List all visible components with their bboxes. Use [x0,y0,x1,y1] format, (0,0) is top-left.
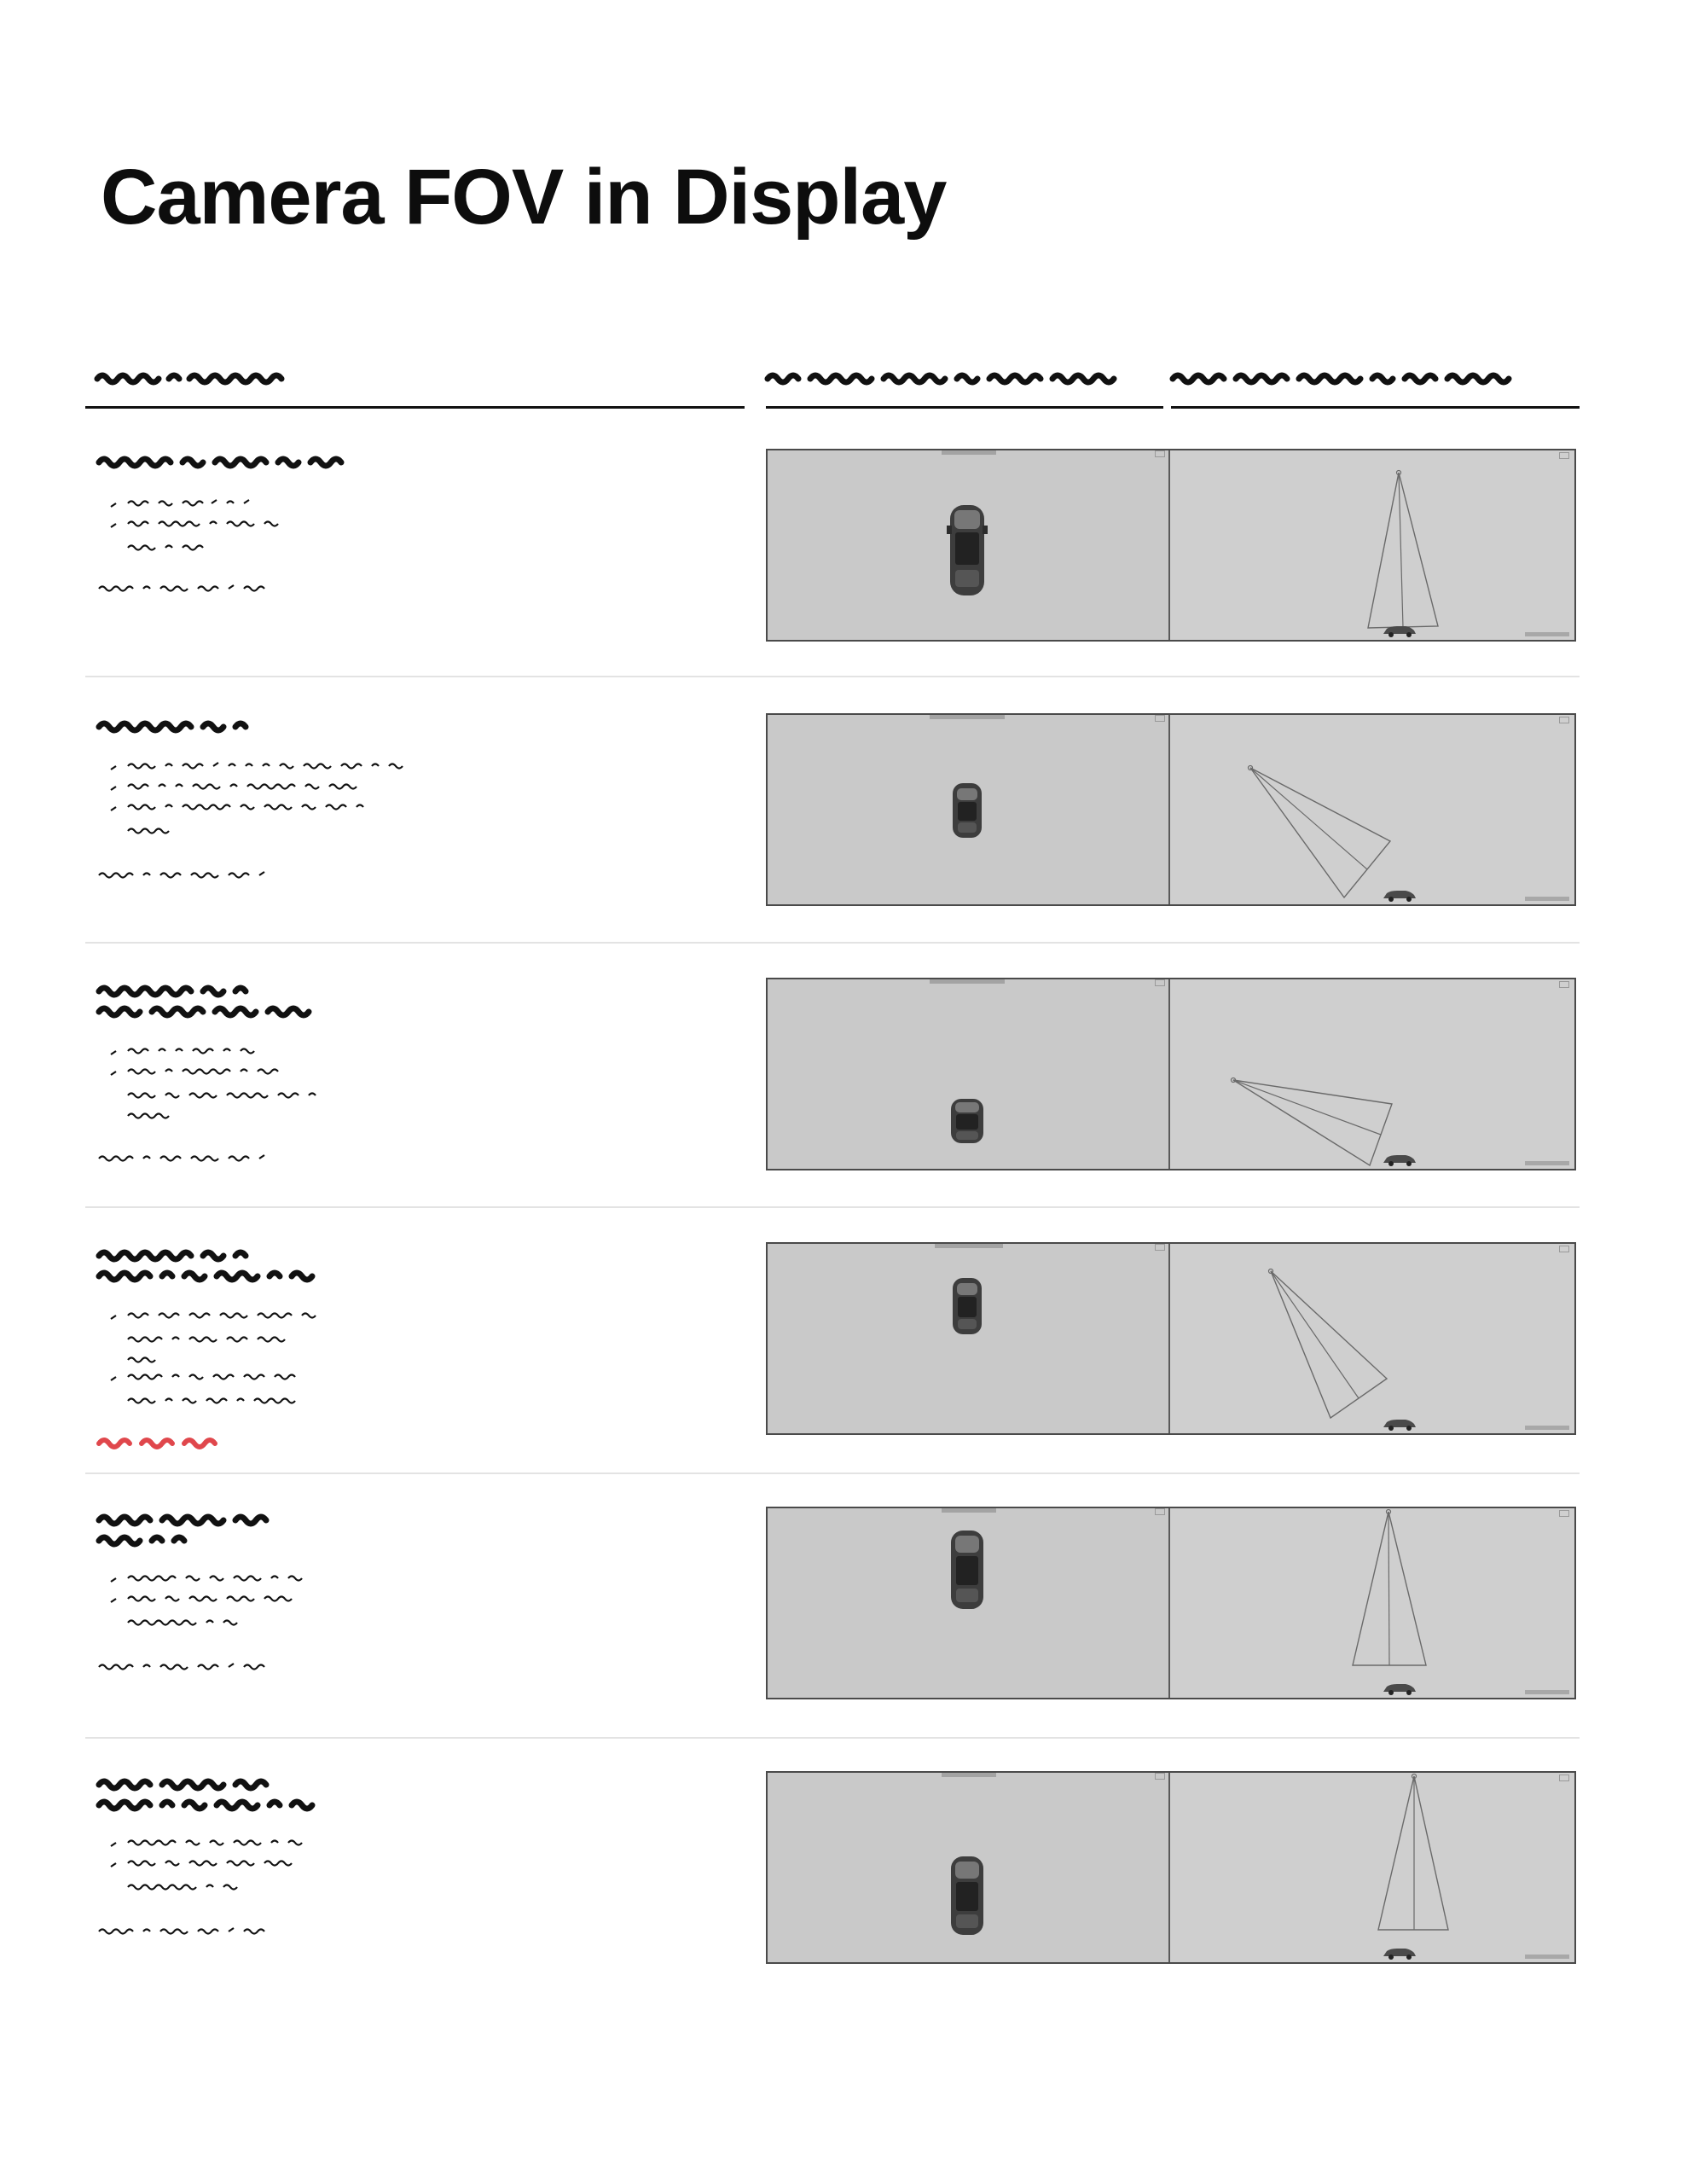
screen-corner [1155,1244,1165,1251]
redacted-scenario-text [97,444,745,614]
fov-panel [1170,450,1574,640]
screen-tab [930,979,1005,984]
screen-tab [942,1773,996,1777]
screen-corner [1155,979,1165,986]
fov-panel [1170,715,1574,904]
row-divider [85,676,1580,677]
camera-screen [766,978,1576,1170]
column-header-camera-view [766,358,1163,409]
fov-panel [1170,1773,1574,1962]
scenario-text [97,1237,745,1459]
field-of-view-cone-icon [1170,1244,1574,1433]
screen-status [1525,1426,1569,1430]
screen-corner [1155,1508,1165,1515]
redacted-scenario-text [97,1766,745,1945]
page-title: Camera FOV in Display [101,154,947,241]
camera-screen [766,713,1576,906]
redacted-header-text [1171,358,1580,406]
car-top-view-icon [948,1529,986,1611]
screen-status [1525,1690,1569,1694]
screen-tab [942,450,996,455]
screen-status [1525,1161,1569,1165]
screen-status [1525,632,1569,636]
column-header-fov-diagram [1171,358,1580,409]
redacted-header-text [85,358,745,406]
car-top-view-icon [950,781,984,839]
redacted-scenario-text [97,708,745,879]
scenario-row [85,444,1580,657]
scenario-text [97,1502,745,1681]
row-divider [85,1737,1580,1739]
car-side-icon [1382,1682,1417,1696]
screen-tab [935,1244,1003,1248]
car-side-icon [1382,1418,1417,1432]
car-side-icon [1382,889,1417,903]
screen-status [1525,1955,1569,1959]
scenario-text [97,708,745,879]
screen-corner [1155,1773,1165,1780]
camera-screen [766,1771,1576,1964]
screen-tab [930,715,1005,719]
car-side-icon [1382,624,1417,638]
redacted-header-text [766,358,1163,406]
car-top-view-icon [950,1276,984,1336]
fov-panel [1170,1244,1574,1433]
scenario-row [85,973,1580,1194]
row-divider [85,1472,1580,1474]
row-divider [85,942,1580,944]
redacted-scenario-text [97,1502,745,1681]
scenario-row [85,1766,1580,1988]
scenario-text [97,1766,745,1945]
row-divider [85,1206,1580,1208]
camera-screen [766,1507,1576,1699]
field-of-view-cone-icon [1170,1773,1574,1962]
highlighted-note [99,1440,215,1447]
redacted-scenario-text [97,1237,745,1459]
scenario-text [97,973,745,1169]
car-side-icon [1382,1153,1417,1167]
screen-corner [1155,715,1165,722]
screen-status [1525,897,1569,901]
car-top-view-icon [948,1855,986,1937]
car-top-view-icon [947,503,988,597]
redacted-scenario-text [97,973,745,1169]
fov-panel [1170,979,1574,1169]
screen-tab [942,1508,996,1513]
field-of-view-cone-icon [1170,450,1574,640]
field-of-view-cone-icon [1170,1508,1574,1698]
car-top-view-icon [948,1097,986,1145]
field-of-view-cone-icon [1170,715,1574,904]
column-header-scenarios [85,358,745,409]
car-side-icon [1382,1947,1417,1960]
fov-panel [1170,1508,1574,1698]
screen-corner [1155,450,1165,457]
field-of-view-cone-icon [1170,979,1574,1169]
scenario-row [85,1502,1580,1723]
camera-screen [766,1242,1576,1435]
camera-screen [766,449,1576,642]
scenario-row [85,1237,1580,1467]
scenario-text [97,444,745,614]
scenario-row [85,708,1580,930]
